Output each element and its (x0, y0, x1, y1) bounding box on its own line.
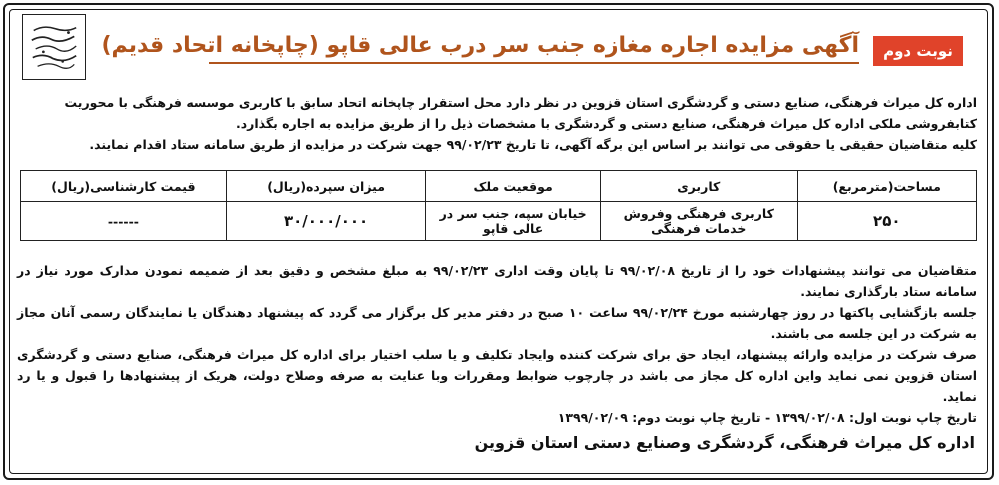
cell-location: خیابان سپه، جنب سر در عالی قاپو (426, 202, 601, 241)
intro-line-1: اداره کل میراث فرهنگی، صنایع دستی و گردشگری استان قزوین در نظر دارد محل استقرار چاپخانه اتحاد سابق با کاربری موسسه فرهنگی با محوریت (64, 95, 977, 110)
intro-section (17, 92, 977, 155)
cell-price: ------ (21, 202, 227, 241)
calligraphy-logo-icon (26, 18, 82, 76)
header-area: مساحت(مترمربع) (797, 171, 976, 202)
cell-deposit: ۳۰/۰۰۰/۰۰۰ (226, 202, 426, 241)
header-location: موقعیت ملک (426, 171, 601, 202)
header-usage: کاربری (600, 171, 797, 202)
table-row (21, 202, 977, 241)
table-header-row (21, 171, 977, 202)
header-price: قیمت کارشناسی(ریال) (21, 171, 227, 202)
publication-badge: نوبت دوم (873, 36, 963, 66)
intro-line-3: کلیه متقاضیان حقیقی یا حقوقی می توانند بر اساس این برگه آگهی، تا تاریخ ۹۹/۰۲/۲۳ جهت شرکت در مزایده از طریق سامانه ستاد اقدام نمایند. (89, 137, 977, 152)
publication-dates: تاریخ چاپ نوبت اول: ۱۳۹۹/۰۲/۰۸ - تاریخ چاپ نوبت دوم: ۱۳۹۹/۰۲/۰۹ (557, 410, 977, 425)
cultural-heritage-logo (22, 14, 86, 80)
auction-title: آگهی مزایده اجاره مغازه جنب سر درب عالی قاپو (چاپخانه اتحاد قدیم) (209, 33, 859, 64)
conditions-section (17, 260, 977, 428)
cell-usage: کاربری فرهنگی وفروش خدمات فرهنگی (600, 202, 797, 241)
property-table (20, 170, 977, 241)
header-deposit: میزان سپرده(ریال) (226, 171, 426, 202)
paragraph-rights: صرف شرکت در مزایده وارائه پیشنهاد، ایجاد حق برای شرکت کننده وایجاد تکلیف و یا سلب اختیار برای اداره کل میراث فرهنگی، صنایع دستی و گردشگری استان قزوین نمی نماید واین اداره کل مجاز می باشد در چارچوب ضوابط ومقررات وبا عنایت به صرفه وصلاح دولت، هریک از پیشنهادها را قبول و یا رد نماید. (17, 347, 977, 404)
intro-line-2: کتابفروشی ملکی اداره کل میراث فرهنگی، صنایع دستی و گردشگری با مشخصات ذیل را از طریق مزایده به اجاره بگذارد. (235, 116, 977, 131)
cell-area: ۲۵۰ (797, 202, 976, 241)
paragraph-opening: جلسه بازگشایی پاکتها در روز چهارشنبه مورخ ۹۹/۰۲/۲۴ ساعت ۱۰ صبح در دفتر مدیر کل برگزار می گردد که پیشنهاد دهندگان یا نمایندگان رسمی آنان مجاز به شرکت در این جلسه می باشند. (17, 305, 978, 341)
paragraph-submission: متقاضیان می توانند پیشنهادات خود را از تاریخ ۹۹/۰۲/۰۸ تا پایان وقت اداری ۹۹/۰۲/۲۳ به مبلغ مشخص و دقیق بعد از ضمیمه نمودن مدارک مورد نیاز در سامانه ستاد بارگذاری نمایند. (17, 263, 977, 299)
issuer-signature: اداره کل میراث فرهنگی، گردشگری وصنایع دستی استان قزوین (474, 433, 975, 452)
